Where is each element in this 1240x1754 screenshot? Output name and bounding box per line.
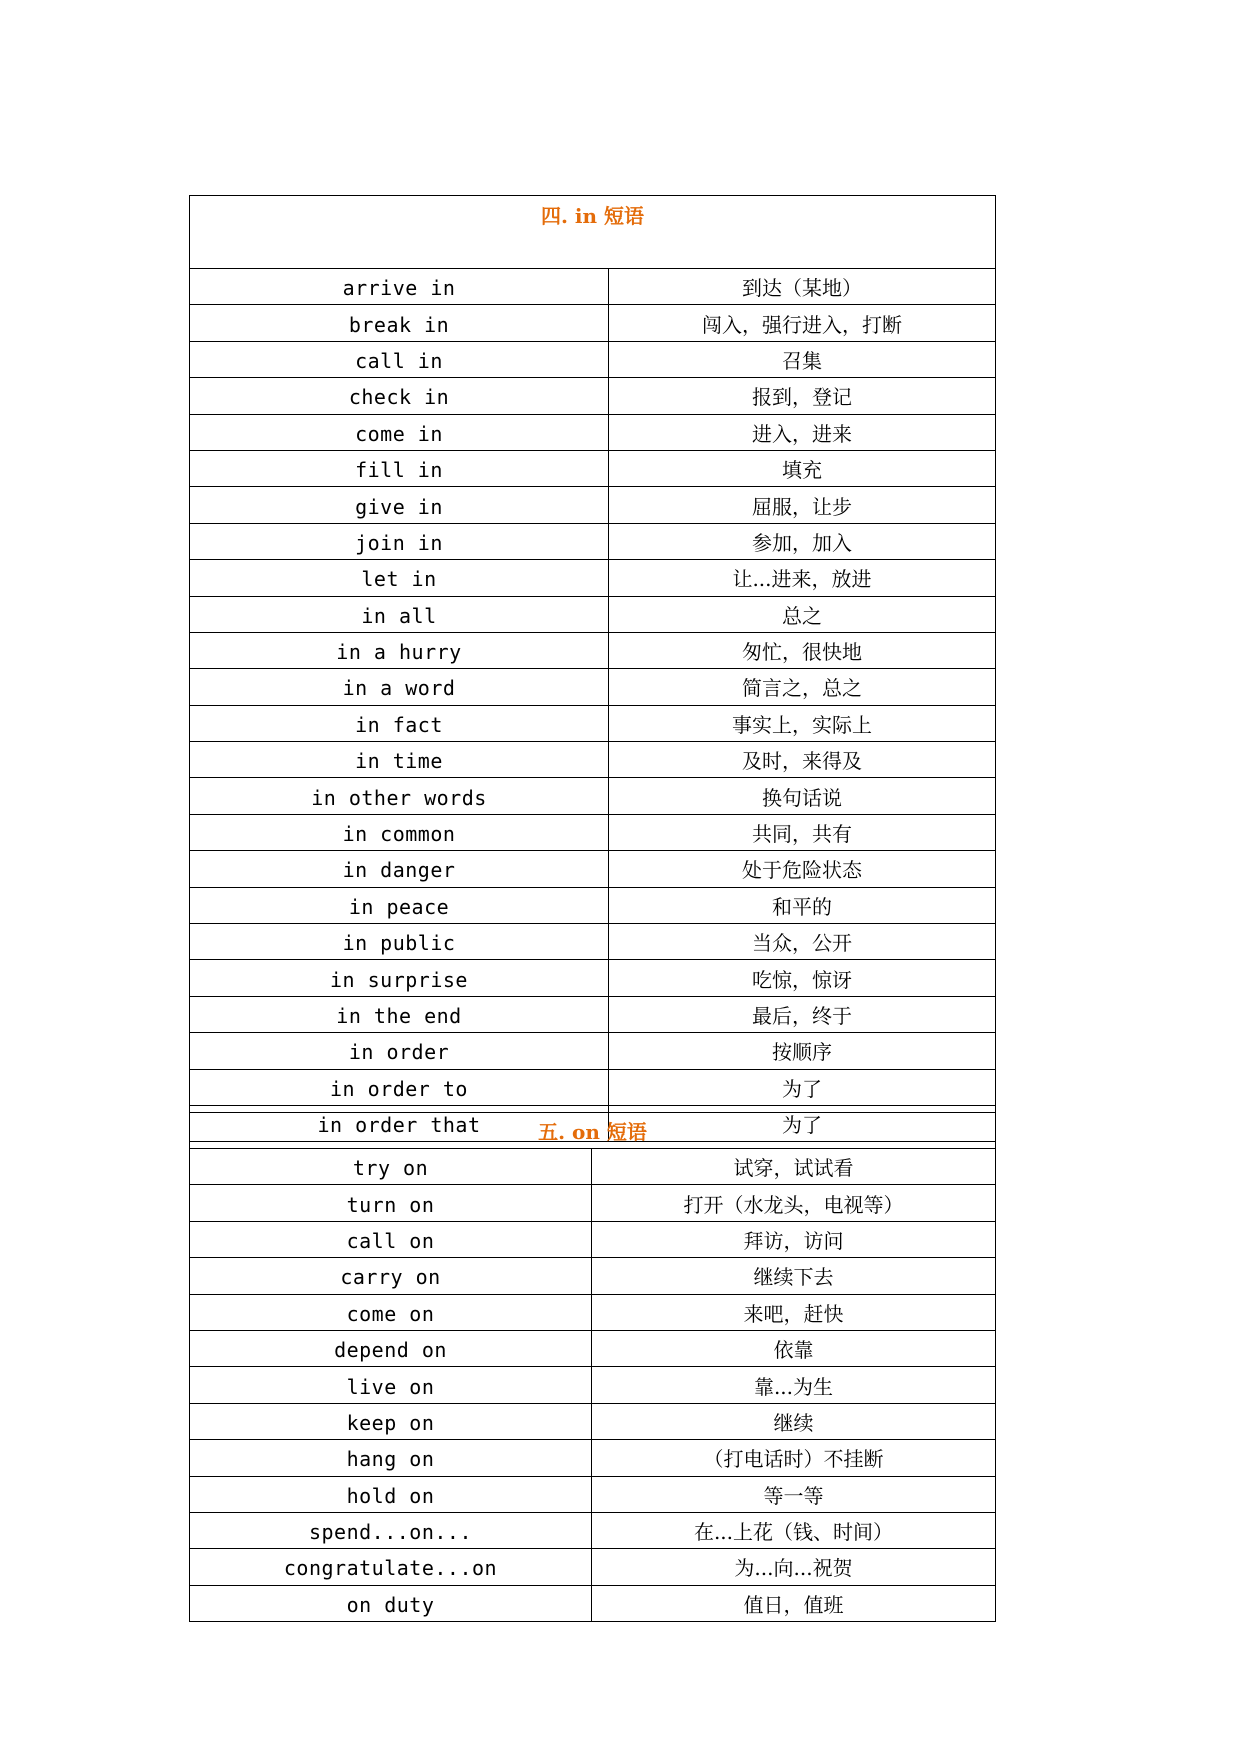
phrase-cell: join in xyxy=(190,523,609,559)
table-row xyxy=(190,705,996,741)
meaning-cell: 最后，终于 xyxy=(609,996,996,1032)
table-row xyxy=(190,269,996,305)
phrase-cell: come on xyxy=(190,1294,592,1330)
on-phrases-body xyxy=(190,1113,996,1622)
table-row xyxy=(190,1440,996,1476)
meaning-cell: 继续 xyxy=(592,1403,996,1439)
table-row xyxy=(190,414,996,450)
meaning-cell: 匆忙，很快地 xyxy=(609,632,996,668)
meaning-cell: 吃惊，惊讶 xyxy=(609,960,996,996)
phrase-cell: in a hurry xyxy=(190,632,609,668)
meaning-cell: 打开（水龙头，电视等） xyxy=(592,1185,996,1221)
in-phrases-table xyxy=(189,195,996,1142)
meaning-cell: 共同，共有 xyxy=(609,814,996,850)
phrase-cell: try on xyxy=(190,1149,592,1185)
table-row xyxy=(190,596,996,632)
meaning-cell: 总之 xyxy=(609,596,996,632)
table-row xyxy=(190,487,996,523)
phrase-cell: in order that xyxy=(190,1105,609,1141)
meaning-cell: 和平的 xyxy=(609,887,996,923)
on-phrases-title: 五. on 短语 xyxy=(190,1113,996,1149)
phrase-cell: in other words xyxy=(190,778,609,814)
phrase-cell: carry on xyxy=(190,1258,592,1294)
meaning-cell: 试穿，试试看 xyxy=(592,1149,996,1185)
table-row xyxy=(190,669,996,705)
table-row xyxy=(190,1149,996,1185)
meaning-cell: 值日，值班 xyxy=(592,1585,996,1621)
phrase-cell: in peace xyxy=(190,887,609,923)
table-row xyxy=(190,814,996,850)
meaning-cell: 来吧，赶快 xyxy=(592,1294,996,1330)
in-phrases-title: 四. in 短语 xyxy=(190,196,996,269)
phrase-cell: hold on xyxy=(190,1476,592,1512)
table-row xyxy=(190,1549,996,1585)
phrase-cell: call in xyxy=(190,341,609,377)
meaning-cell: 当众，公开 xyxy=(609,924,996,960)
table-row xyxy=(190,560,996,596)
meaning-cell: 在...上花（钱、时间） xyxy=(592,1512,996,1548)
meaning-cell: 简言之，总之 xyxy=(609,669,996,705)
table-row xyxy=(190,887,996,923)
meaning-cell: 等一等 xyxy=(592,1476,996,1512)
table-row xyxy=(190,1476,996,1512)
phrase-cell: in a word xyxy=(190,669,609,705)
phrase-cell: in common xyxy=(190,814,609,850)
phrase-cell: on duty xyxy=(190,1585,592,1621)
phrase-cell: in fact xyxy=(190,705,609,741)
table-row xyxy=(190,960,996,996)
table-row xyxy=(190,1585,996,1621)
table-row xyxy=(190,1512,996,1548)
meaning-cell: 及时，来得及 xyxy=(609,742,996,778)
meaning-cell: 为了 xyxy=(609,1105,996,1141)
phrase-cell: call on xyxy=(190,1221,592,1257)
phrase-cell: spend...on... xyxy=(190,1512,592,1548)
table-row xyxy=(190,523,996,559)
phrase-cell: turn on xyxy=(190,1185,592,1221)
meaning-cell: 处于危险状态 xyxy=(609,851,996,887)
phrase-cell: keep on xyxy=(190,1403,592,1439)
meaning-cell: 为...向...祝贺 xyxy=(592,1549,996,1585)
phrase-cell: let in xyxy=(190,560,609,596)
meaning-cell: 靠...为生 xyxy=(592,1367,996,1403)
meaning-cell: 参加，加入 xyxy=(609,523,996,559)
phrase-cell: give in xyxy=(190,487,609,523)
meaning-cell: 报到，登记 xyxy=(609,378,996,414)
phrase-cell: in order to xyxy=(190,1069,609,1105)
table-row xyxy=(190,1221,996,1257)
table-row xyxy=(190,1403,996,1439)
phrase-cell: in surprise xyxy=(190,960,609,996)
table-row xyxy=(190,632,996,668)
in-phrases-body xyxy=(190,196,996,1142)
phrase-cell: in the end xyxy=(190,996,609,1032)
meaning-cell: （打电话时）不挂断 xyxy=(592,1440,996,1476)
meaning-cell: 按顺序 xyxy=(609,1033,996,1069)
phrase-cell: fill in xyxy=(190,450,609,486)
phrase-cell: check in xyxy=(190,378,609,414)
phrase-cell: break in xyxy=(190,305,609,341)
phrase-cell: in time xyxy=(190,742,609,778)
meaning-cell: 依靠 xyxy=(592,1330,996,1366)
meaning-cell: 屈服，让步 xyxy=(609,487,996,523)
table-row xyxy=(190,996,996,1032)
meaning-cell: 换句话说 xyxy=(609,778,996,814)
in-phrases-title-row xyxy=(190,196,996,269)
table-row xyxy=(190,1069,996,1105)
meaning-cell: 闯入，强行进入，打断 xyxy=(609,305,996,341)
meaning-cell: 事实上，实际上 xyxy=(609,705,996,741)
phrase-cell: come in xyxy=(190,414,609,450)
on-phrases-table xyxy=(189,1112,996,1622)
meaning-cell: 继续下去 xyxy=(592,1258,996,1294)
phrase-cell: in order xyxy=(190,1033,609,1069)
phrase-cell: live on xyxy=(190,1367,592,1403)
table-row xyxy=(190,924,996,960)
meaning-cell: 填充 xyxy=(609,450,996,486)
phrase-cell: arrive in xyxy=(190,269,609,305)
table-row xyxy=(190,378,996,414)
phrase-cell: in all xyxy=(190,596,609,632)
meaning-cell: 让...进来，放进 xyxy=(609,560,996,596)
table-row xyxy=(190,1367,996,1403)
table-row xyxy=(190,450,996,486)
meaning-cell: 为了 xyxy=(609,1069,996,1105)
table-row xyxy=(190,1033,996,1069)
meaning-cell: 召集 xyxy=(609,341,996,377)
phrase-cell: depend on xyxy=(190,1330,592,1366)
table-row xyxy=(190,341,996,377)
phrase-cell: congratulate...on xyxy=(190,1549,592,1585)
table-row xyxy=(190,1258,996,1294)
table-row xyxy=(190,1185,996,1221)
meaning-cell: 到达（某地） xyxy=(609,269,996,305)
table-row xyxy=(190,1294,996,1330)
phrase-cell: in danger xyxy=(190,851,609,887)
table-row xyxy=(190,851,996,887)
meaning-cell: 拜访，访问 xyxy=(592,1221,996,1257)
phrase-cell: hang on xyxy=(190,1440,592,1476)
table-row xyxy=(190,742,996,778)
table-row xyxy=(190,778,996,814)
on-phrases-title-row xyxy=(190,1113,996,1149)
meaning-cell: 进入，进来 xyxy=(609,414,996,450)
table-row xyxy=(190,305,996,341)
phrase-cell: in public xyxy=(190,924,609,960)
table-row xyxy=(190,1330,996,1366)
